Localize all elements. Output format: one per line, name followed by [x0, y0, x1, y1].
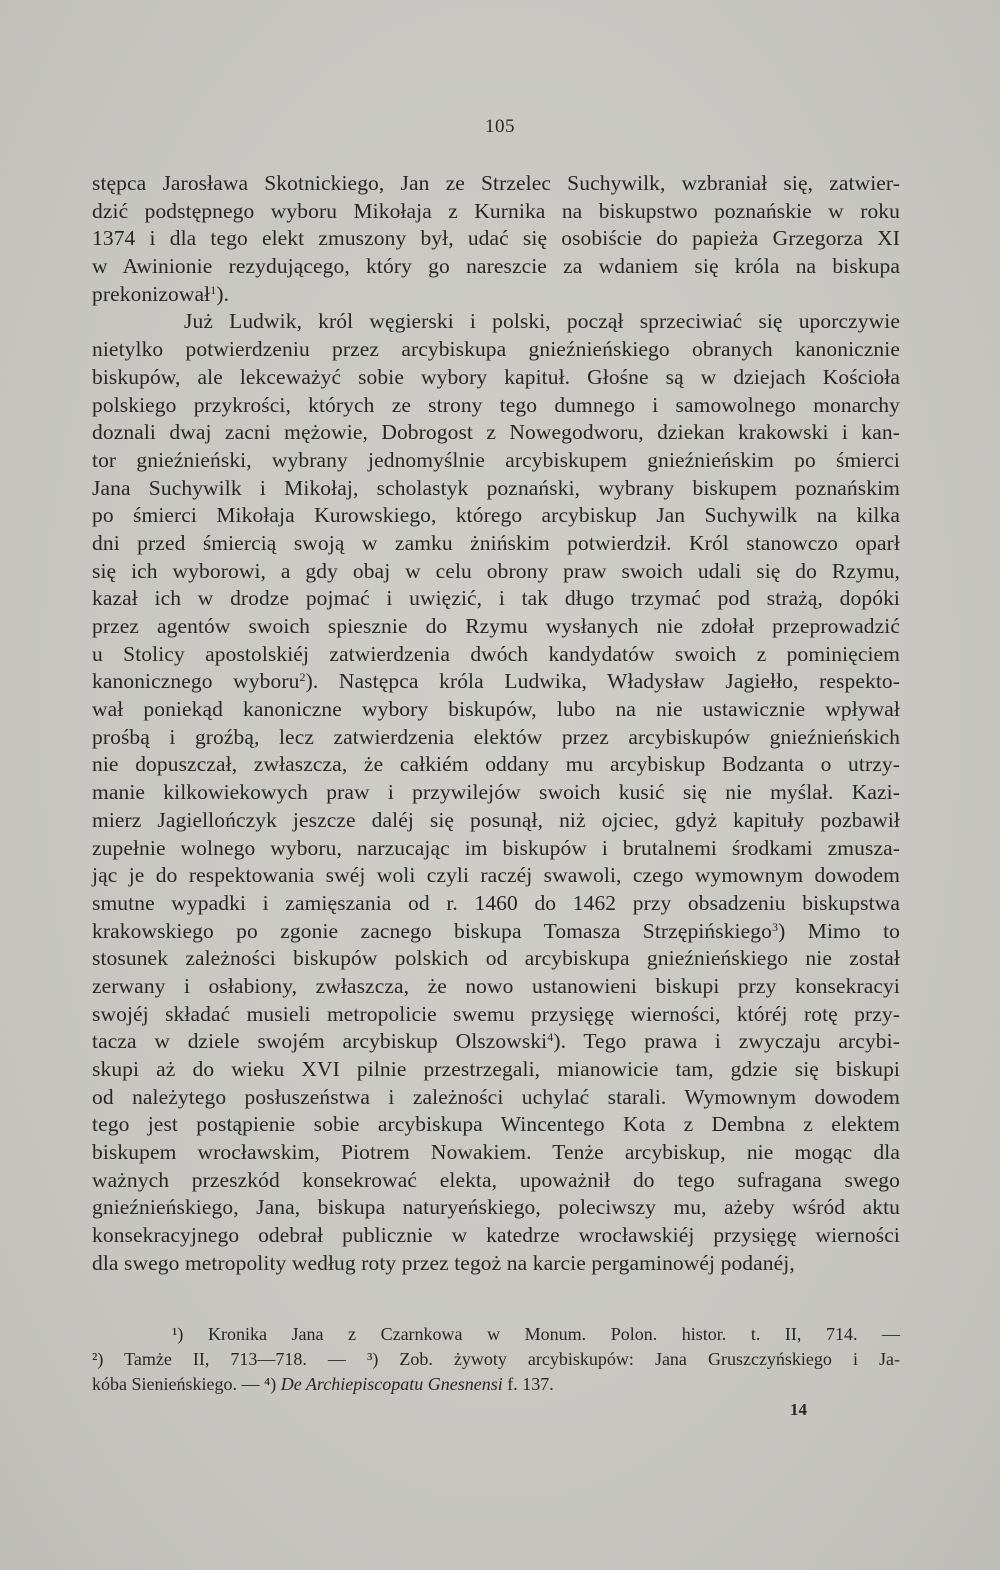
- footnote-line: [92, 1372, 900, 1397]
- line-text: zupełnie wolnego wyboru, narzucając im biskupów i brutalnemi środkami zmusza-: [92, 835, 900, 860]
- text-line: [92, 835, 900, 863]
- footnote-title-italic: De Archiepiscopatu Gnesnensi: [280, 1374, 503, 1394]
- line-text: po śmierci Mikołaja Kurowskiego, którego arcybiskup Jan Suchywilk na kilka: [92, 503, 900, 528]
- text-line: [92, 419, 900, 447]
- text-line: [92, 890, 900, 918]
- line-text: gnieźnieńskiego, Jana, biskupa naturyeńskiego, poleciwszy mu, ażeby wśród aktu: [92, 1195, 900, 1220]
- footnote-ref: 3: [771, 919, 779, 934]
- text-line: [92, 1167, 900, 1195]
- line-text: u Stolicy apostolskiéj zatwierdzenia dwóch kandydatów swoich z pominięciem: [92, 641, 900, 666]
- text-line: [92, 751, 900, 779]
- footnote-ref: 4: [547, 1030, 554, 1045]
- signature-mark: 14: [790, 1400, 807, 1419]
- text-line: [92, 918, 900, 946]
- text-line: [92, 696, 900, 724]
- text-line: [92, 613, 900, 641]
- footnotes: [92, 1322, 900, 1397]
- text-line: [92, 392, 900, 420]
- line-text: zerwany i osłabiony, zwłaszcza, że nowo ustanowieni biskupi przy konsekracyi: [92, 973, 900, 998]
- line-text: kanonicznego wyboru: [92, 669, 300, 694]
- line-text: mierz Jagiellończyk jeszcze daléj się posunął, niż ojciec, gdyż kapituły pozbawił: [92, 807, 900, 832]
- text-line: [92, 1056, 900, 1084]
- footnote-text-after: f. 137.: [502, 1374, 554, 1394]
- text-line: [92, 475, 900, 503]
- line-text: od należytego posłuszeństwa i zależności uchylać starali. Wymownym dowodem: [92, 1084, 900, 1109]
- footnote-line: [92, 1322, 900, 1347]
- line-text: Jana Suchywilk i Mikołaj, scholastyk poznański, wybrany biskupem poznańskim: [92, 475, 900, 500]
- text-line: [92, 558, 900, 586]
- line-text: stosunek zależności biskupów polskich od arcybiskupa gnieźnieńskiego nie został: [92, 946, 900, 971]
- body-text: [92, 170, 900, 1278]
- text-line: [92, 1194, 900, 1222]
- text-line: [92, 1111, 900, 1139]
- line-text: 1374 i dla tego elekt zmuszony był, udać się osobiście do papieża Grzegorza XI: [92, 226, 900, 251]
- text-line: [92, 973, 900, 1001]
- line-text: biskupem wrocławskim, Piotrem Nowakiem. Tenże arcybiskup, nie mogąc dla: [92, 1140, 900, 1165]
- line-text: tacza w dziele swojém arcybiskup Olszowski: [92, 1029, 548, 1054]
- line-text: kazał ich w drodze pojmać i uwięzić, i tak długo trzymać pod strażą, dopóki: [92, 586, 900, 611]
- line-text: nietylko potwierdzeniu przez arcybiskupa gnieźnieńskiego obranych kanonicznie: [92, 337, 900, 362]
- line-text: prekonizował: [92, 281, 211, 306]
- text-line: [92, 668, 900, 696]
- line-text: polskiego przykrości, których ze strony tego dumnego i samowolnego monarchy: [92, 392, 900, 417]
- text-line: [92, 1028, 900, 1056]
- text-line: [92, 1139, 900, 1167]
- text-line: [92, 945, 900, 973]
- footnote-line: [92, 1347, 900, 1372]
- line-text: dla swego metropolity według roty przez tegoż na karcie pergaminowéj podanéj,: [92, 1250, 795, 1275]
- line-text: ważnych przeszkód konsekrować elekta, upoważnił do tego sufragana swego: [92, 1167, 900, 1192]
- text-line: [92, 1084, 900, 1112]
- line-text: biskupów, ale lekceważyć sobie wybory kapituł. Głośne są w dziejach Kościoła: [92, 364, 900, 389]
- line-text: swojéj składać musieli metropolicie swemu przysięgę wierności, któréj rotę przy-: [92, 1001, 900, 1026]
- text-line: [92, 530, 900, 558]
- text-line: [92, 724, 900, 752]
- text-line: [92, 641, 900, 669]
- text-line: [92, 308, 900, 336]
- text-line: [92, 502, 900, 530]
- line-text: skupi aż do wieku XVI pilnie przestrzegali, mianowicie tam, gdzie się biskupi: [92, 1057, 900, 1081]
- line-text: krakowskiego po zgonie zacnego biskupa Tomasza Strzępińskiego: [92, 918, 772, 943]
- line-text: wał poniekąd kanoniczne wybory biskupów, lubo na nie ustawicznie wpływał: [92, 697, 900, 722]
- page-number: 105: [485, 116, 515, 137]
- line-text: smutne wypadki i zamięszania od r. 1460 do 1462 przy obsadzeniu biskupstwa: [92, 890, 900, 915]
- footnote-text: kóba Sienieńskiego. — ⁴): [92, 1374, 281, 1394]
- text-line: [92, 1250, 900, 1278]
- line-text-after: ). Tego prawa i zwyczaju arcybi-: [553, 1029, 900, 1054]
- text-line: [92, 585, 900, 613]
- line-text: konsekracyjnego odebrał publicznie w katedrze wrocławskiéj przysięgę wierności: [92, 1223, 900, 1248]
- line-text: tego jest postąpienie sobie arcybiskupa Wincentego Kota z Dembna z elektem: [92, 1112, 900, 1137]
- text-line: [92, 225, 900, 253]
- line-text: prośbą i groźbą, lecz zatwierdzenia elektów przez arcybiskupów gnieźnieńskich: [92, 724, 900, 749]
- text-line: [92, 364, 900, 392]
- line-text: Już Ludwik, król węgierski i polski, począł sprzeciwiać się uporczywie: [184, 309, 900, 334]
- line-text-after: ).: [216, 281, 230, 306]
- text-line: [92, 170, 900, 198]
- text-line: [92, 447, 900, 475]
- text-line: [92, 1222, 900, 1250]
- line-text: dni przed śmiercią swoją w zamku żnińskim potwierdził. Król stanowczo oparł: [92, 530, 900, 555]
- text-line: [92, 336, 900, 364]
- line-text: jąc je do respektowania swéj woli czyli raczéj swawoli, czego wymownym dowodem: [92, 863, 900, 888]
- line-text: manie kilkowiekowych praw i przywilejów swoich kusić się nie myślał. Kazi-: [92, 780, 900, 805]
- text-line: [92, 198, 900, 226]
- line-text: się ich wyborowi, a gdy obaj w celu obrony praw swoich udali się do Rzymu,: [92, 558, 900, 583]
- line-text: doznali dwaj zacni mężowie, Dobrogost z Nowegodworu, dziekan krakowski i kan-: [92, 420, 900, 445]
- text-line: [92, 779, 900, 807]
- line-text-after: ). Następca króla Ludwika, Władysław Jagiełło, respekto-: [305, 669, 900, 694]
- line-text-after: ) Mimo to: [778, 918, 900, 943]
- line-text: nie dopuszczał, zwłaszcza, że całkiém oddany mu arcybiskup Bodzanta o utrzy-: [92, 752, 900, 777]
- footnote-ref: 2: [299, 670, 306, 685]
- line-text: tor gnieźnieński, wybrany jednomyślnie arcybiskupem gnieźnieńskim po śmierci: [92, 447, 900, 472]
- line-text: przez agentów swoich spiesznie do Rzymu wysłanych nie zdołał przeprowadzić: [92, 614, 900, 638]
- text-line: [92, 1001, 900, 1029]
- text-line: [92, 862, 900, 890]
- text-line: [92, 807, 900, 835]
- text-line: [92, 253, 900, 281]
- footnote-text: ²) Tamże II, 713—718. — ³) Zob. żywoty arcybiskupów: Jana Gruszczyńskiego i Ja-: [92, 1349, 900, 1369]
- line-text: dzić podstępnego wyboru Mikołaja z Kurnika na biskupstwo poznańskie w roku: [92, 198, 900, 223]
- text-line: [92, 281, 900, 309]
- footnote-text: ¹) Kronika Jana z Czarnkowa w Monum. Polon. histor. t. II, 714. —: [172, 1324, 900, 1344]
- line-text: w Awinionie rezydującego, który go nareszcie za wdaniem się króla na biskupa: [92, 254, 900, 279]
- footnote-ref: 1: [210, 282, 217, 297]
- line-text: stępca Jarosława Skotnickiego, Jan ze Strzelec Suchywilk, wzbraniał się, zatwier-: [92, 171, 900, 195]
